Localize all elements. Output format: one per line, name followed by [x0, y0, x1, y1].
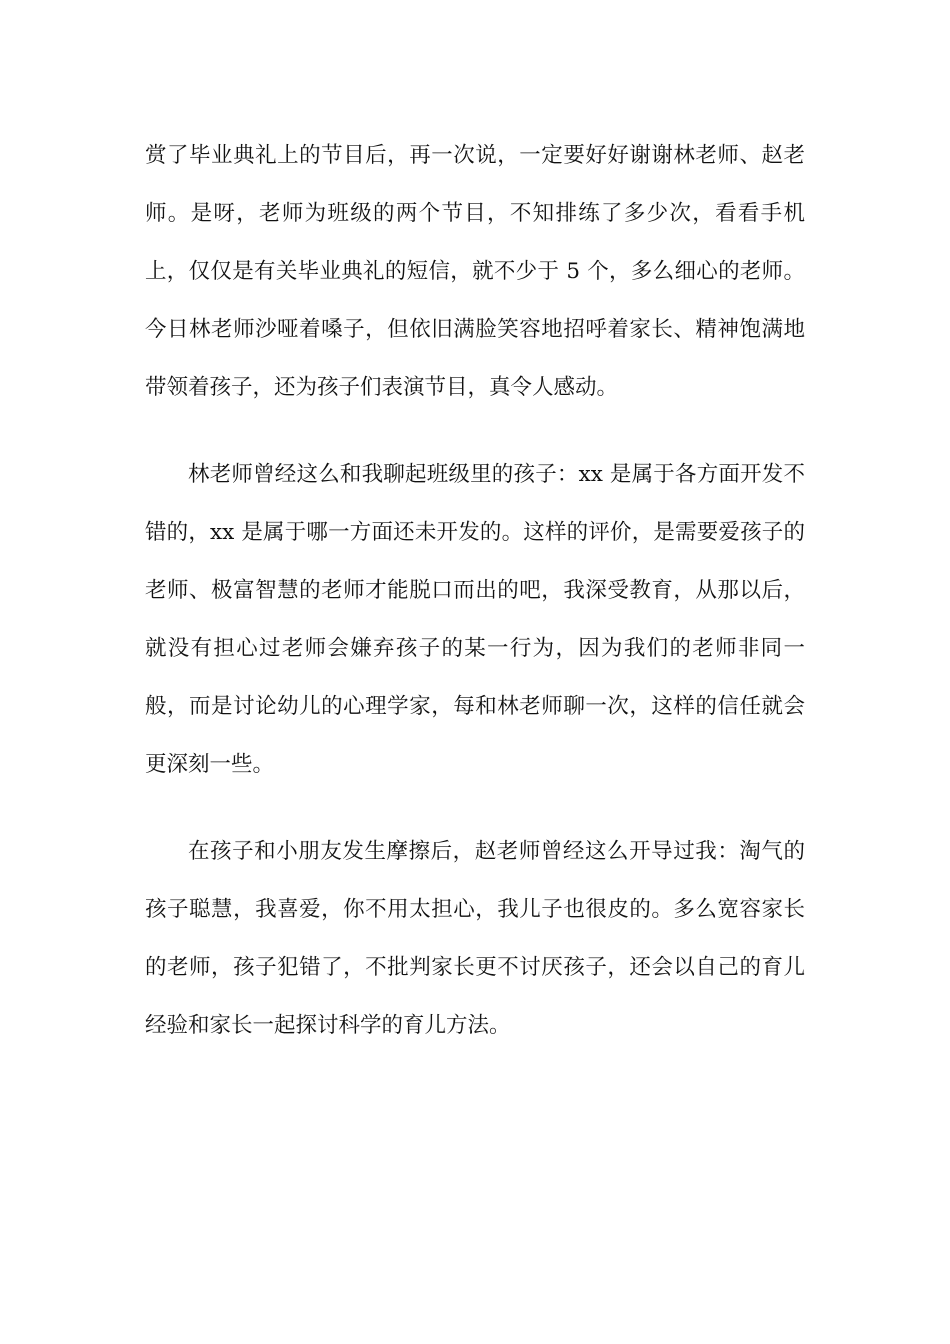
paragraph-continuation: 赏了毕业典礼上的节目后，再一次说，一定要好好谢谢林老师、赵老师。是呀，老师为班级的两个节目，不知排练了多少次，看看手机上，仅仅是有关毕业典礼的短信，就不少于 5 个，多么细心的老师。今日林老师沙哑着嗓子，但依旧满脸笑容地招呼着家长、精神饱满地带领着孩子，还为孩子们表演节目，真令人感动。 [145, 143, 805, 400]
document-body [145, 127, 805, 1055]
paragraph-teacher-lin: 林老师曾经这么和我聊起班级里的孩子：xx 是属于各方面开发不错的，xx 是属于哪一方面还未开发的。这样的评价，是需要爱孩子的老师、极富智慧的老师才能脱口而出的吧，我深受教育，从那以后，就没有担心过老师会嫌弃孩子的某一行为，因为我们的老师非同一般，而是讨论幼儿的心理学家，每和林老师聊一次，这样的信任就会更深刻一些。 [145, 462, 805, 777]
paragraph-teacher-zhao: 在孩子和小朋友发生摩擦后，赵老师曾经这么开导过我：淘气的孩子聪慧，我喜爱，你不用太担心，我儿子也很皮的。多么宽容家长的老师，孩子犯错了，不批判家长更不讨厌孩子，还会以自己的育儿经验和家长一起探讨科学的育儿方法。 [145, 839, 805, 1038]
